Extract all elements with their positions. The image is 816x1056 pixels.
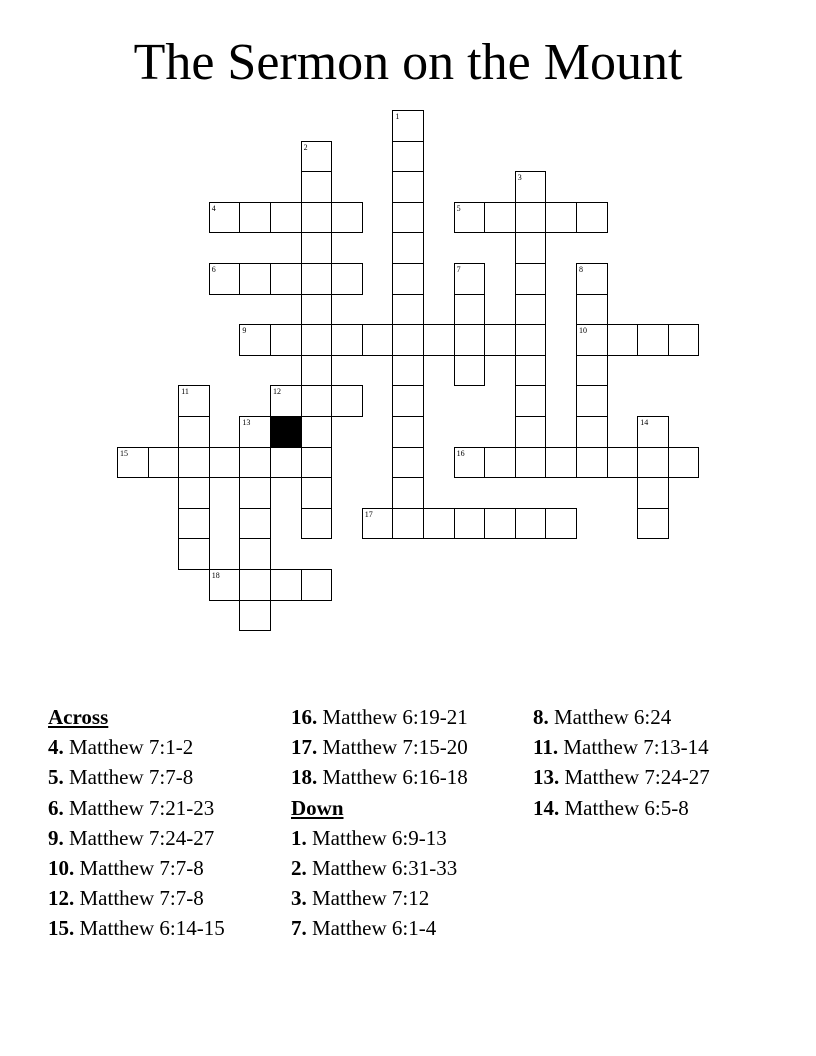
clue-item-number: 2.: [291, 856, 307, 881]
clue-number: 4: [211, 203, 216, 213]
crossword-cell[interactable]: [239, 447, 271, 479]
clue-item-text: Matthew 7:24-27: [564, 765, 710, 790]
crossword-cell[interactable]: [454, 324, 486, 356]
clue-item-number: 5.: [48, 765, 64, 790]
crossword-cell[interactable]: [178, 538, 210, 570]
clue-item-number: 8.: [533, 705, 549, 729]
clue-item-text: Matthew 6:16-18: [322, 765, 468, 790]
clue-item: [533, 793, 710, 823]
crossword-cell[interactable]: [392, 508, 424, 540]
crossword-cell[interactable]: [362, 324, 394, 356]
crossword-cell[interactable]: [239, 416, 271, 448]
clue-item: [291, 883, 468, 913]
crossword-cell[interactable]: [301, 171, 333, 203]
clue-item-text: Matthew 6:19-21: [322, 705, 468, 729]
crossword-cell[interactable]: [576, 324, 608, 356]
clue-item: [291, 823, 468, 853]
crossword-cell[interactable]: [392, 477, 424, 509]
crossword-cell[interactable]: [392, 232, 424, 264]
clue-number: 8: [579, 265, 583, 274]
clue-heading-text: Across: [48, 705, 109, 729]
crossword-cell[interactable]: [423, 508, 455, 540]
crossword-cell[interactable]: [392, 110, 424, 142]
clue-item-text: Matthew 7:15-20: [322, 735, 468, 760]
clue-item-number: 11.: [533, 735, 559, 760]
crossword-cell[interactable]: [484, 202, 516, 234]
clue-item: [48, 883, 225, 913]
crossword-cell[interactable]: [301, 569, 333, 601]
crossword-cell[interactable]: [392, 202, 424, 234]
crossword-cell[interactable]: [301, 294, 333, 326]
crossword-cell[interactable]: [270, 385, 302, 417]
crossword-cell[interactable]: [637, 324, 669, 356]
crossword-cell[interactable]: [392, 324, 424, 356]
clue-item: [48, 913, 225, 943]
crossword-cell[interactable]: [576, 263, 608, 295]
crossword-cell[interactable]: [239, 477, 271, 509]
crossword-cell[interactable]: [178, 508, 210, 540]
clue-item-number: 14.: [533, 795, 560, 820]
clue-item-text: Matthew 7:7-8: [79, 856, 204, 881]
clue-item: [533, 732, 710, 762]
clue-column-3: [533, 702, 710, 823]
crossword-cell[interactable]: [331, 263, 363, 295]
crossword-cell[interactable]: [484, 324, 516, 356]
clue-item-text: Matthew 6:24: [554, 705, 672, 729]
crossword-cell[interactable]: [484, 447, 516, 479]
clue-number: 13: [242, 418, 251, 427]
crossword-cell[interactable]: [392, 263, 424, 295]
clue-item-number: 1.: [291, 825, 307, 850]
clue-item: [533, 762, 710, 792]
clue-number: 5: [456, 203, 461, 213]
clue-item-number: 6.: [48, 795, 64, 820]
crossword-cell[interactable]: [331, 385, 363, 417]
clue-number: 18: [211, 571, 220, 580]
crossword-cell[interactable]: [239, 263, 271, 295]
crossword-cell[interactable]: [392, 385, 424, 417]
page-title: The Sermon on the Mount: [133, 34, 683, 91]
crossword-cell[interactable]: [515, 416, 547, 448]
crossword-cell[interactable]: [637, 477, 669, 509]
crossword-cell[interactable]: [423, 324, 455, 356]
clue-number: 3: [517, 173, 522, 183]
clue-number: 9: [242, 326, 247, 336]
crossword-cell[interactable]: [301, 355, 333, 387]
clue-item-number: 16.: [291, 705, 318, 729]
clue-item-text: Matthew 7:12: [312, 886, 430, 911]
clue-number: 15: [120, 448, 128, 458]
clue-item: [533, 702, 710, 732]
clue-number: 14: [640, 418, 649, 427]
crossword-cell[interactable]: [209, 202, 241, 234]
crossword-cell[interactable]: [607, 324, 639, 356]
crossword-cell[interactable]: [484, 508, 516, 540]
crossword-cell[interactable]: [454, 355, 486, 387]
clue-heading-text: Down: [291, 795, 344, 820]
clue-item-number: 12.: [48, 886, 75, 911]
clue-item: [48, 823, 225, 853]
crossword-cell[interactable]: [454, 447, 486, 479]
clue-item-text: Matthew 6:1-4: [312, 916, 437, 941]
clue-item-number: 15.: [48, 916, 75, 941]
crossword-cell[interactable]: [515, 263, 547, 295]
crossword-cell[interactable]: [239, 202, 271, 234]
clue-number: 6: [211, 265, 216, 274]
crossword-cell[interactable]: [301, 232, 333, 264]
clue-item-number: 13.: [533, 765, 560, 790]
crossword-cell[interactable]: [209, 447, 241, 479]
crossword-cell[interactable]: [239, 324, 271, 356]
clue-number: 11: [181, 387, 189, 397]
crossword-cell[interactable]: [576, 447, 608, 479]
crossword-cell[interactable]: [515, 232, 547, 264]
crossword-cell[interactable]: [301, 508, 333, 540]
crossword-cell[interactable]: [576, 416, 608, 448]
clue-item: [48, 732, 225, 762]
crossword-cell[interactable]: [301, 447, 333, 479]
crossword-cell[interactable]: [576, 355, 608, 387]
crossword-cell[interactable]: [545, 447, 577, 479]
crossword-cell[interactable]: [270, 569, 302, 601]
clue-item-text: Matthew 6:31-33: [312, 856, 458, 881]
crossword-cell[interactable]: [301, 324, 333, 356]
crossword-cell[interactable]: [331, 202, 363, 234]
crossword-cell[interactable]: [637, 447, 669, 479]
clue-item: [291, 732, 468, 762]
crossword-cell[interactable]: [515, 202, 547, 234]
crossword-cell[interactable]: [301, 263, 333, 295]
crossword-cell[interactable]: [515, 447, 547, 479]
crossword-cell[interactable]: [515, 385, 547, 417]
clue-heading: [48, 702, 225, 732]
crossword-cell[interactable]: [331, 324, 363, 356]
clue-item: [291, 913, 468, 943]
clue-item-text: Matthew 7:13-14: [563, 735, 709, 760]
crossword-cell[interactable]: [392, 171, 424, 203]
clue-item-text: Matthew 7:24-27: [69, 825, 215, 850]
crossword-cell[interactable]: [576, 294, 608, 326]
clue-item-number: 18.: [291, 765, 318, 790]
clue-number: 2: [303, 142, 308, 152]
clue-item-text: Matthew 7:7-8: [79, 886, 204, 911]
clue-item: [291, 762, 468, 792]
clue-item-number: 10.: [48, 856, 75, 881]
crossword-cell[interactable]: [392, 141, 424, 173]
crossword-cell[interactable]: [392, 447, 424, 479]
clue-heading: [291, 793, 468, 823]
crossword-cell[interactable]: [239, 508, 271, 540]
crossword-cell[interactable]: [515, 324, 547, 356]
crossword-cell[interactable]: [178, 416, 210, 448]
clue-item-text: Matthew 7:21-23: [69, 795, 215, 820]
crossword-cell[interactable]: [454, 263, 486, 295]
clue-number: 17: [364, 509, 373, 519]
clue-item-number: 3.: [291, 886, 307, 911]
clue-item: [48, 762, 225, 792]
crossword-black-cell: [270, 416, 302, 448]
crossword-cell[interactable]: [454, 508, 486, 540]
crossword-cell[interactable]: [515, 508, 547, 540]
crossword-cell[interactable]: [607, 447, 639, 479]
clue-item-number: 9.: [48, 825, 64, 850]
crossword-cell[interactable]: [576, 385, 608, 417]
crossword-cell[interactable]: [515, 294, 547, 326]
clue-item-text: Matthew 6:9-13: [312, 825, 447, 850]
crossword-cell[interactable]: [576, 202, 608, 234]
crossword-cell[interactable]: [515, 355, 547, 387]
crossword-cell[interactable]: [637, 508, 669, 540]
clue-item-number: 17.: [291, 735, 318, 760]
clue-column-1: [48, 702, 225, 944]
crossword-cell[interactable]: [239, 538, 271, 570]
clue-number: 7: [456, 265, 461, 274]
crossword-cell[interactable]: [637, 416, 669, 448]
clue-item-number: 4.: [48, 735, 64, 760]
crossword-cell[interactable]: [209, 263, 241, 295]
clue-number: 10: [579, 326, 587, 336]
crossword-cell[interactable]: [668, 447, 700, 479]
crossword-cell[interactable]: [270, 324, 302, 356]
crossword-cell[interactable]: [148, 447, 180, 479]
clue-number: 16: [456, 448, 465, 458]
clue-number: 1: [395, 112, 400, 121]
clue-item-text: Matthew 6:14-15: [79, 916, 225, 941]
crossword-cell[interactable]: [270, 263, 302, 295]
crossword-cell[interactable]: [178, 477, 210, 509]
clue-item: [291, 702, 468, 732]
crossword-cell[interactable]: [301, 477, 333, 509]
crossword-cell[interactable]: [454, 294, 486, 326]
crossword-cell[interactable]: [545, 202, 577, 234]
crossword-cell[interactable]: [117, 447, 149, 479]
clue-number: 12: [273, 387, 281, 397]
clue-item: [48, 853, 225, 883]
crossword-cell[interactable]: [392, 416, 424, 448]
clue-item-text: Matthew 6:5-8: [564, 795, 689, 820]
clue-item-text: Matthew 7:1-2: [69, 735, 194, 760]
crossword-cell[interactable]: [270, 447, 302, 479]
crossword-cell[interactable]: [362, 508, 394, 540]
crossword-cell[interactable]: [301, 416, 333, 448]
crossword-cell[interactable]: [178, 385, 210, 417]
clue-item: [48, 793, 225, 823]
crossword-cell[interactable]: [270, 202, 302, 234]
crossword-cell[interactable]: [392, 355, 424, 387]
crossword-cell[interactable]: [668, 324, 700, 356]
crossword-cell[interactable]: [178, 447, 210, 479]
crossword-cell[interactable]: [239, 600, 271, 632]
crossword-cell[interactable]: [392, 294, 424, 326]
crossword-cell[interactable]: [515, 171, 547, 203]
clue-column-2: [291, 702, 468, 944]
crossword-cell[interactable]: [301, 141, 333, 173]
crossword-cell[interactable]: [301, 202, 333, 234]
clue-item-text: Matthew 7:7-8: [69, 765, 194, 790]
crossword-cell[interactable]: [545, 508, 577, 540]
clue-item-number: 7.: [291, 916, 307, 941]
crossword-cell[interactable]: [209, 569, 241, 601]
clue-item: [291, 853, 468, 883]
crossword-cell[interactable]: [301, 385, 333, 417]
crossword-cell[interactable]: [239, 569, 271, 601]
crossword-cell[interactable]: [454, 202, 486, 234]
